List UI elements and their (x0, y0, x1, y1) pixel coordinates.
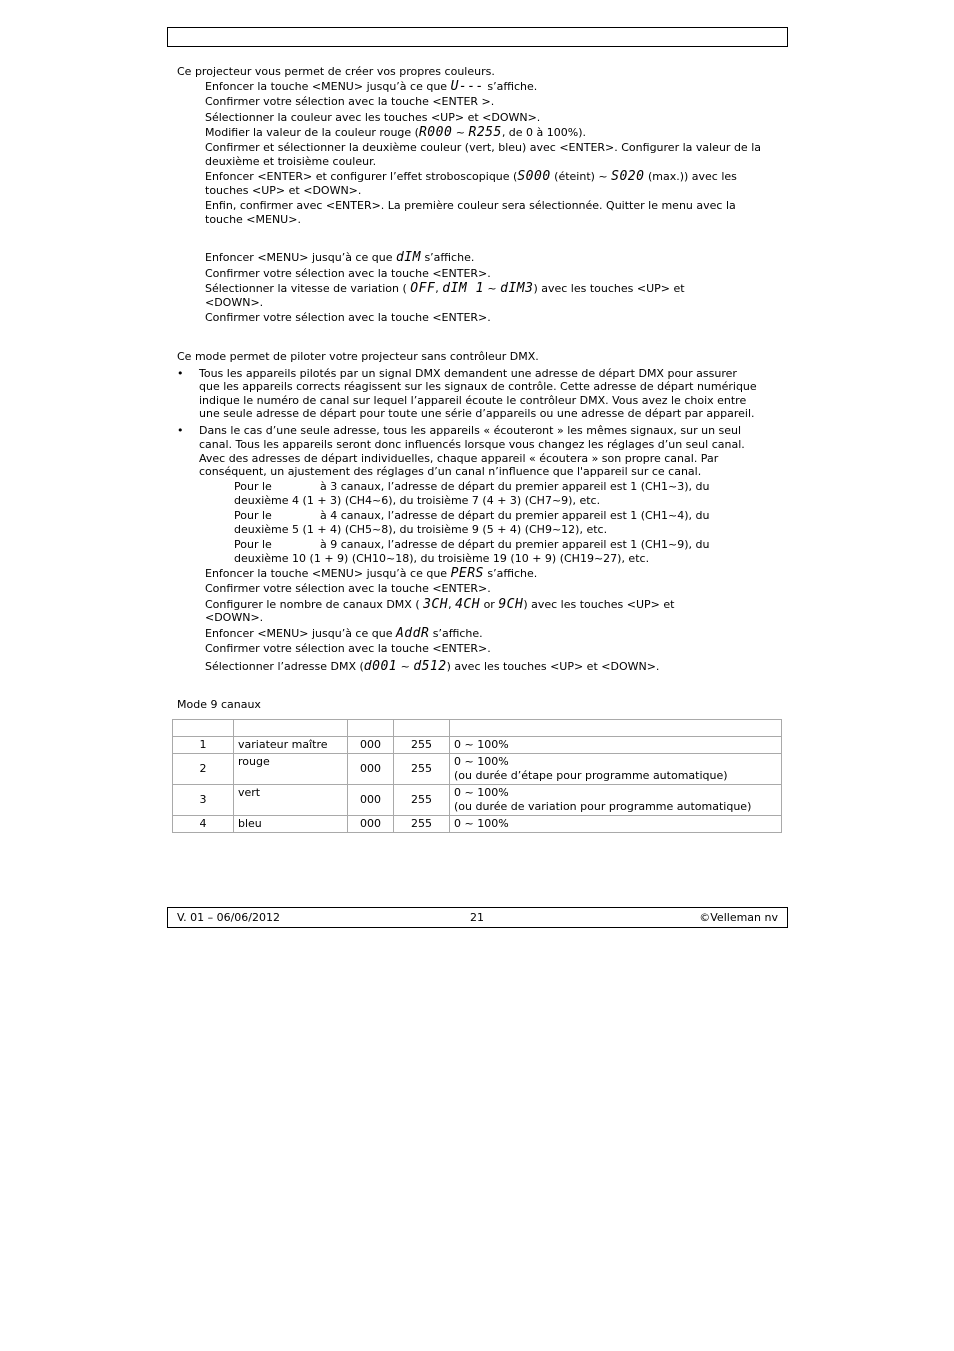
lcd-display: dIM (395, 250, 421, 265)
lcd-display: R000 (418, 125, 453, 140)
example-1-pre: Pour le (234, 480, 272, 493)
colors-step-5a: Confirmer et sélectionner la deuxième couleur (vert, bleu) avec <ENTER>. Configurer la valeur de la (205, 141, 761, 154)
colors-step-3: Sélectionner la couleur avec les touches <UP> et <DOWN>. (205, 111, 541, 124)
example-2-line2: deuxième 5 (1 + 4) (CH5~8), du troisième 9 (5 + 4) (CH9~12), etc. (234, 523, 608, 536)
dmx-bullet1-line3: indique le numéro de canal sur lequel l’appareil écoute le contrôleur DMX. Vous avez le choix entre (199, 394, 747, 407)
min-cell: 000 (348, 754, 394, 785)
dmx-step-4: Enfoncer <MENU> jusqu’à ce que AddR s’affiche. (205, 626, 483, 641)
lcd-display: dIM3 (500, 281, 534, 296)
lcd-display: 4CH (455, 597, 481, 612)
desc-cell: 0 ~ 100% (450, 816, 782, 833)
lcd-display: 9CH (498, 597, 524, 612)
example-2-pre: Pour le (234, 509, 272, 522)
function-cell: rouge (234, 754, 348, 785)
colors-step-1: Enfoncer la touche <MENU> jusqu’à ce que U--- s’affiche. (205, 79, 538, 94)
lcd-display: S020 (611, 169, 645, 184)
table-row (173, 785, 782, 816)
channel-cell: 3 (173, 785, 234, 816)
colors-step-6a: Enfoncer <ENTER> et configurer l’effet stroboscopique (S000 (éteint) ~ S020 (max.)) avec les (205, 169, 737, 184)
header-box (167, 27, 788, 47)
function-cell: vert (234, 785, 348, 816)
min-cell: 000 (348, 737, 394, 754)
function-cell: bleu (234, 816, 348, 833)
colors-step-6b: touches <UP> et <DOWN>. (205, 184, 362, 197)
page-number: 21 (470, 911, 484, 924)
dmx-bullet2-line3: Avec des adresses de départ individuelles, chaque appareil « écoutera » son propre canal. Par (199, 452, 719, 465)
lcd-display: U--- (450, 79, 484, 94)
min-cell: 000 (348, 816, 394, 833)
lcd-display: PERS (450, 566, 484, 581)
dimmer-step-3b: <DOWN>. (205, 296, 264, 309)
desc-cell: 0 ~ 100% (ou durée d’étape pour programme automatique) (450, 754, 782, 785)
mode9-title: Mode 9 canaux (177, 698, 261, 711)
lcd-display: S000 (517, 169, 551, 184)
channel-cell: 1 (173, 737, 234, 754)
max-cell: 255 (394, 754, 450, 785)
dmx-bullet1-line1: Tous les appareils pilotés par un signal DMX demandent une adresse de départ DMX pour assurer (199, 367, 737, 380)
max-cell: 255 (394, 737, 450, 754)
dmx-step-1: Enfoncer la touche <MENU> jusqu’à ce que PERS s’affiche. (205, 566, 538, 581)
dimmer-step-1: Enfoncer <MENU> jusqu’à ce que dIM s’affiche. (205, 250, 475, 265)
dmx-bullet2-line1: Dans le cas d’une seule adresse, tous les appareils « écouteront » les mêmes signaux, sur un seul (199, 424, 742, 437)
dmx-intro: Ce mode permet de piloter votre projecteur sans contrôleur DMX. (177, 350, 539, 363)
colors-step-2: Confirmer votre sélection avec la touche <ENTER >. (205, 95, 495, 108)
example-3-pre: Pour le (234, 538, 272, 551)
lcd-display: R255 (468, 125, 502, 140)
lcd-display: dIM 1 (442, 281, 484, 296)
dmx-step-2: Confirmer votre sélection avec la touche <ENTER>. (205, 582, 491, 595)
colors-step-7b: touche <MENU>. (205, 213, 301, 226)
lcd-display: OFF (410, 281, 436, 296)
footer-version: V. 01 – 06/06/2012 (177, 911, 280, 924)
footer (167, 907, 788, 928)
table-row (173, 737, 782, 754)
channel-cell: 4 (173, 816, 234, 833)
bullet-icon: • (177, 367, 184, 380)
desc-cell: 0 ~ 100% (450, 737, 782, 754)
dimmer-step-3a: Sélectionner la vitesse de variation ( OFF, dIM 1 ~ dIM3) avec les touches <UP> et (205, 281, 685, 296)
example-2-line1: à 4 canaux, l’adresse de départ du premier appareil est 1 (CH1~4), du (320, 509, 710, 522)
example-3-line2: deuxième 10 (1 + 9) (CH10~18), du troisième 19 (10 + 9) (CH19~27), etc. (234, 552, 650, 565)
dmx-step-6: Sélectionner l’adresse DMX (d001 ~ d512) avec les touches <UP> et <DOWN>. (205, 659, 660, 674)
dmx-step-3b: <DOWN>. (205, 611, 264, 624)
colors-intro: Ce projecteur vous permet de créer vos propres couleurs. (177, 65, 495, 78)
lcd-display: d001 (363, 659, 398, 674)
table-header-row (173, 720, 782, 737)
desc-cell: 0 ~ 100% (ou durée de variation pour programme automatique) (450, 785, 782, 816)
mode9-table (172, 719, 782, 833)
example-1-line2: deuxième 4 (1 + 3) (CH4~6), du troisième 7 (4 + 3) (CH7~9), etc. (234, 494, 601, 507)
footer-copyright: ©Velleman nv (699, 911, 778, 924)
max-cell: 255 (394, 785, 450, 816)
colors-step-5b: deuxième et troisième couleur. (205, 155, 377, 168)
dimmer-step-2: Confirmer votre sélection avec la touche <ENTER>. (205, 267, 491, 280)
dmx-step-3a: Configurer le nombre de canaux DMX ( 3CH, 4CH or 9CH) avec les touches <UP> et (205, 597, 675, 612)
table-row (173, 754, 782, 785)
dmx-step-5: Confirmer votre sélection avec la touche <ENTER>. (205, 642, 491, 655)
function-cell: variateur maître (234, 737, 348, 754)
table-row (173, 816, 782, 833)
example-1-line1: à 3 canaux, l’adresse de départ du premier appareil est 1 (CH1~3), du (320, 480, 710, 493)
lcd-display: d512 (413, 659, 447, 674)
dmx-bullet2-line2: canal. Tous les appareils seront donc influencés lorsque vous changez les réglages d’un seul canal. (199, 438, 745, 451)
colors-step-4: Modifier la valeur de la couleur rouge (R000 ~ R255, de 0 à 100%). (205, 125, 587, 140)
min-cell: 000 (348, 785, 394, 816)
lcd-display: AddR (395, 626, 430, 641)
max-cell: 255 (394, 816, 450, 833)
bullet-icon: • (177, 424, 184, 437)
channel-cell: 2 (173, 754, 234, 785)
dmx-bullet2-line4: conséquent, un ajustement des réglages d’un canal n’influence que l'appareil sur ce canal. (199, 465, 702, 478)
dmx-bullet1-line2: que les appareils corrects réagissent sur les signaux de contrôle. Cette adresse de départ numérique (199, 380, 757, 393)
colors-step-7a: Enfin, confirmer avec <ENTER>. La première couleur sera sélectionnée. Quitter le menu avec la (205, 199, 736, 212)
lcd-display: 3CH (423, 597, 449, 612)
dimmer-step-4: Confirmer votre sélection avec la touche <ENTER>. (205, 311, 491, 324)
example-3-line1: à 9 canaux, l’adresse de départ du premier appareil est 1 (CH1~9), du (320, 538, 710, 551)
dmx-bullet1-line4: une seule adresse de départ pour toute une série d’appareils ou une adresse de départ par appareil. (199, 407, 755, 420)
